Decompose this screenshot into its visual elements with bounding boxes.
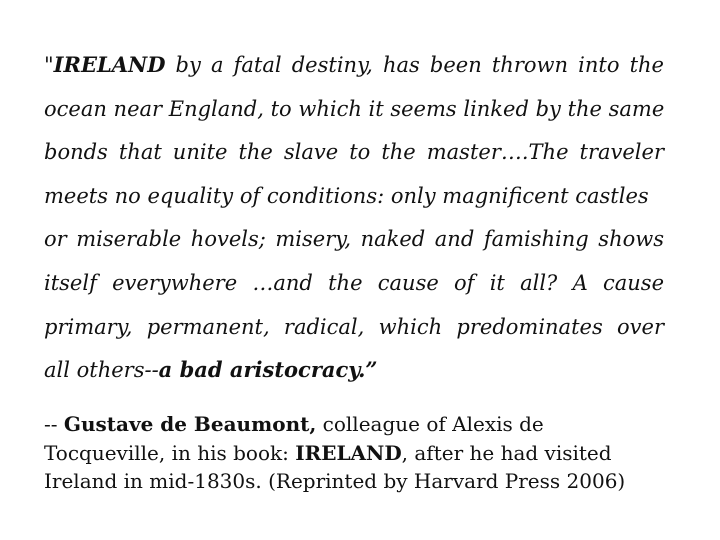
quote-line-2: ocean near England, to which it seems linked by the same: [44, 96, 665, 121]
bad-aristocracy-emphasis: a bad aristocracy.”: [158, 357, 378, 383]
quote-line-1: [44, 47, 664, 91]
attribution-line-1: [44, 410, 684, 439]
quote-line-5: or miserable hovels; misery, naked and famishing shows: [44, 227, 664, 252]
book-title: IRELAND: [295, 440, 402, 465]
attribution-dash: --: [44, 412, 64, 436]
quote-line-1-text: by a fatal destiny, has been thrown into the: [165, 53, 664, 77]
attribution-line-2: [44, 439, 684, 468]
attribution-block: [44, 410, 684, 496]
attribution-line-1-text: colleague of Alexis de: [316, 412, 544, 436]
quote-line-8-text: all others--: [44, 358, 159, 383]
quote-line-7: primary, permanent, radical, which predominates over: [44, 314, 664, 339]
quote-line-6: itself everywhere …and the cause of it all? A cause: [44, 270, 664, 295]
quote-line-8: [44, 352, 664, 396]
quote-line-4: meets no equality of conditions: only magnificent castles: [44, 183, 649, 208]
opening-quote-mark: ": [44, 53, 54, 77]
attribution-line-3: Ireland in mid-1830s. (Reprinted by Harvard Press 2006): [44, 469, 626, 493]
quote-line-3: bonds that unite the slave to the master….The traveler: [44, 140, 664, 165]
attribution-line-2-text: Tocqueville, in his book:: [44, 440, 296, 465]
attribution-line-2-rest: , after he had visited: [401, 440, 612, 465]
author-name: Gustave de Beaumont,: [63, 412, 317, 436]
ireland-emphasis: IRELAND: [53, 52, 166, 77]
quote-block: [44, 47, 664, 396]
